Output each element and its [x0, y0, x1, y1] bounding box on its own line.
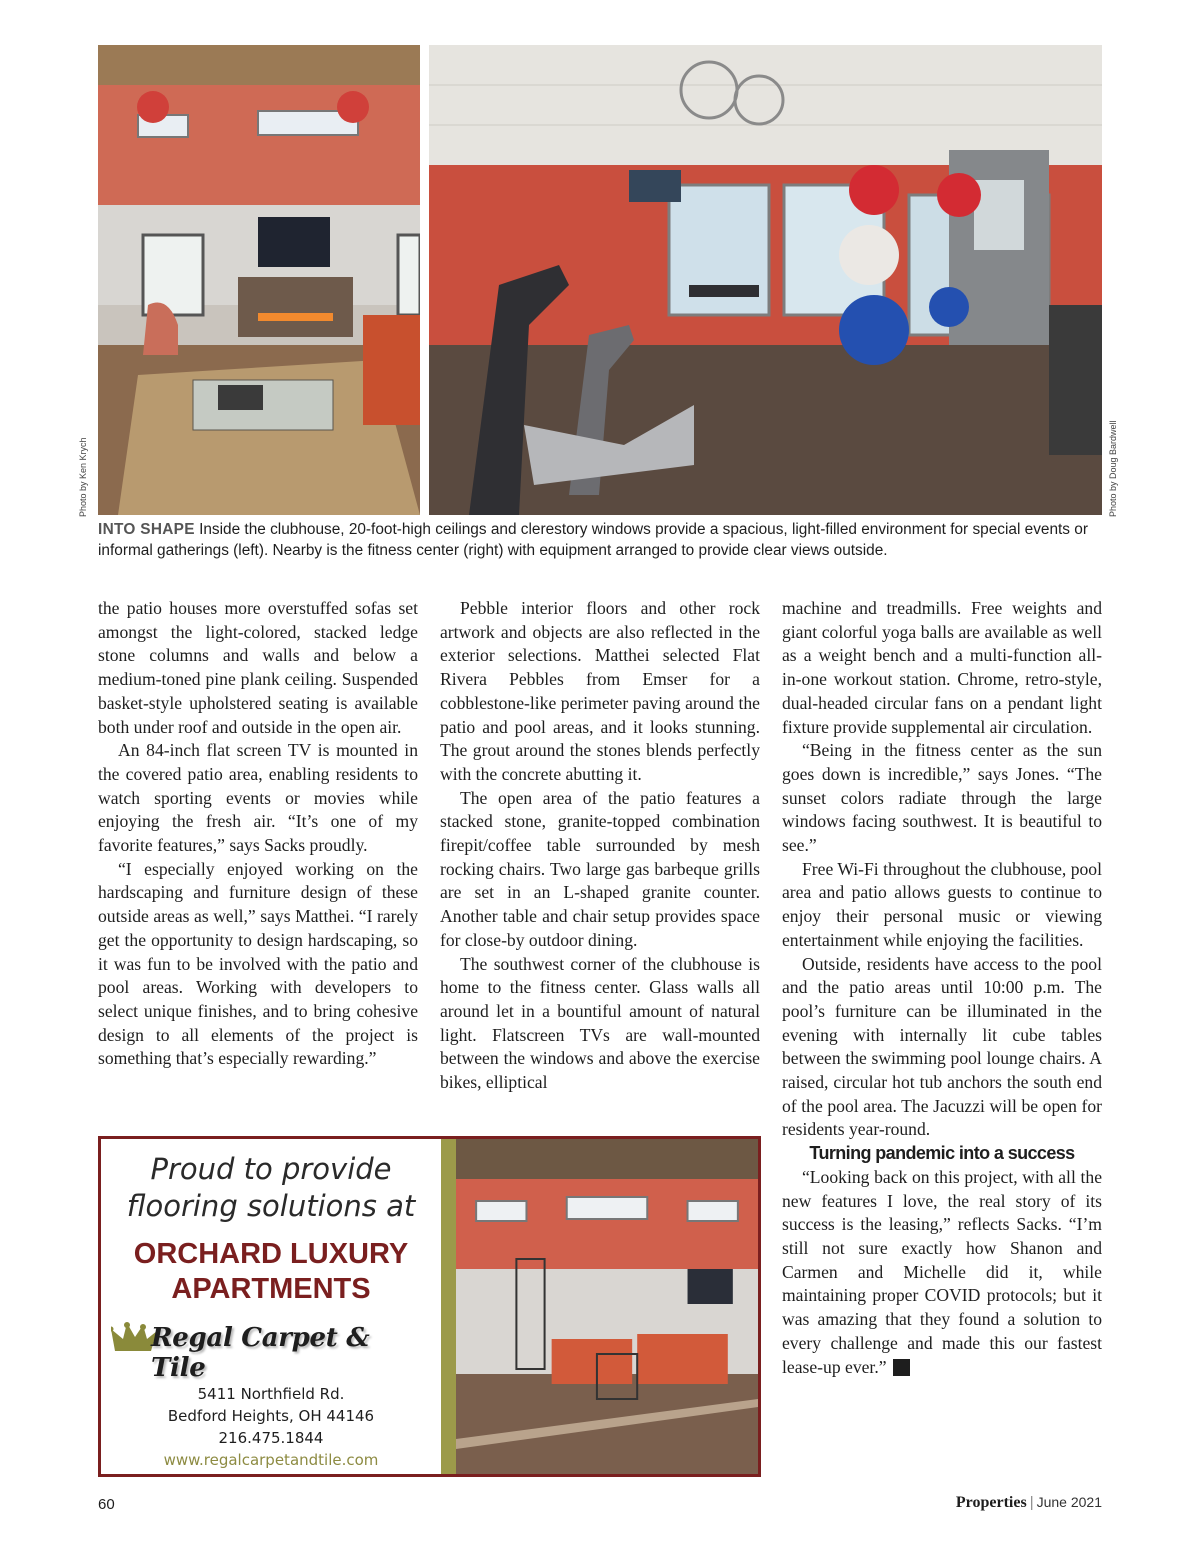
running-footer — [956, 1494, 1102, 1512]
article-column-1 — [98, 597, 418, 1071]
end-mark-icon: P — [893, 1359, 910, 1376]
clubhouse-lounge-photo — [98, 45, 420, 515]
ad-client-line-1: ORCHARD LUXURY — [133, 1238, 409, 1270]
paragraph: Outside, residents have access to the pool and the patio areas until 10:00 p.m. The pool’s furniture can be illuminated in the evening with internally lit cube tables between the swimming pool lounge chairs. A raised, circular hot tub anchors the south end of the pool area. The Jacuzzi will be open for residents year-round. — [782, 953, 1102, 1140]
ad-tagline-line-2: flooring solutions at — [126, 1189, 416, 1223]
caption-lead: INTO SHAPE — [98, 521, 195, 538]
article-column-2 — [440, 597, 760, 1095]
paragraph: An 84-inch flat screen TV is mounted in the covered patio area, enabling residents to watch sporting events or movies while enjoying the fresh air. “It’s one of my favorite features,” says Sacks proudly. — [98, 740, 418, 856]
ad-phone: 216.475.1844 — [218, 1429, 324, 1447]
ad-client-name — [101, 1237, 441, 1307]
closing-paragraph-text: “Looking back on this project, with all the new features I love, the real story of its success is the leasing,” reflects Sacks. “I’m still not sure exactly how Shanon and Carmen and Michelle did it, while maintaining proper COVID protocols; but it was amazing that they found a solution to every challenge and made this our fastest lease-up ever.” — [782, 1166, 1102, 1377]
regal-logo — [111, 1317, 431, 1383]
paragraph: “I especially enjoyed working on the hardscaping and furniture design of these outside areas as well,” says Matthei. “I rarely get the opportunity to design hardscaping, so it was fun to be involved with the patio and pool areas. Working with developers to select unique finishes, and to bring cohesive design to all elements of the project is something that’s especially rewarding.” — [98, 858, 418, 1069]
photo-credit-right: Photo by Doug Bardwell — [1108, 420, 1118, 517]
section-subhead: Turning pandemic into a success — [809, 1143, 1075, 1164]
ad-lobby-photo — [456, 1139, 758, 1474]
regal-carpet-ad — [98, 1136, 761, 1477]
photo-caption — [98, 519, 1108, 561]
ad-contact — [101, 1383, 441, 1449]
page-number: 60 — [98, 1496, 115, 1513]
paragraph: The open area of the patio features a stacked stone, granite-topped combination firepit/coffee table surrounded by mesh rocking chairs. Two large gas barbeque grills are set in an L-shaped granite counter. Another table and chair setup provides space for close-by outdoor dining. — [440, 787, 760, 950]
ad-address-line-2: Bedford Heights, OH 44146 — [167, 1407, 375, 1425]
paragraph: Free Wi-Fi throughout the clubhouse, pool area and patio allows guests to continue to enjoy their personal music or viewing entertainment while enjoying the facilities. — [782, 858, 1102, 950]
footer-separator: | — [1029, 1494, 1034, 1511]
photo-credit-left: Photo by Ken Krych — [78, 437, 88, 517]
ad-address-line-1: 5411 Northfield Rd. — [197, 1385, 345, 1403]
article-column-3 — [782, 597, 1102, 1379]
ad-tagline — [101, 1151, 441, 1225]
issue-date: June 2021 — [1036, 1494, 1102, 1510]
fitness-center-photo — [429, 45, 1102, 515]
ad-divider — [441, 1139, 456, 1474]
ad-client-line-2: APARTMENTS — [171, 1273, 371, 1305]
paragraph: “Being in the fitness center as the sun goes down is incredible,” says Jones. “The sunset colors radiate through the large windows facing southwest. It is beautiful to see.” — [782, 740, 1102, 856]
ad-website-link[interactable]: www.regalcarpetandtile.com — [163, 1451, 379, 1469]
paragraph: The southwest corner of the clubhouse is home to the fitness center. Glass walls all around let in a bountiful amount of natural light. Flatscreen TVs are wall-mounted between the windows and above the exercise bikes, elliptical — [440, 953, 760, 1093]
publication-name: Properties — [955, 1494, 1027, 1511]
paragraph — [782, 1166, 1102, 1379]
paragraph: Pebble interior floors and other rock artwork and objects are also reflected in the exterior selections. Matthei selected Flat Rivera Pebbles from Emser for a cobblestone-like perimeter paving around the patio and pool areas, and it looks stunning. The grout around the stones blends perfectly with the concrete abutting it. — [440, 598, 760, 784]
paragraph: the patio houses more overstuffed sofas set amongst the light-colored, stacked ledge stone columns and walls and below a medium-toned pine plank ceiling. Suspended basket-style upholstered seating is available both under roof and outside in the open air. — [98, 598, 418, 737]
ad-brand-name: Regal Carpet & Tile — [151, 1323, 370, 1383]
caption-text: Inside the clubhouse, 20-foot-high ceilings and clerestory windows provide a spacious, light-filled environment for special events or informal gatherings (left). Nearby is the fitness center (right) with equipment arranged to provide clear views outside. — [98, 521, 1088, 559]
paragraph: machine and treadmills. Free weights and giant colorful yoga balls are available as well as a weight bench and a multi-function all-in-one workout station. Chrome, retro-style, dual-headed circular fans on a pendant light fixture provide supplemental air circulation. — [782, 598, 1102, 737]
ad-tagline-line-1: Proud to provide — [150, 1152, 392, 1186]
